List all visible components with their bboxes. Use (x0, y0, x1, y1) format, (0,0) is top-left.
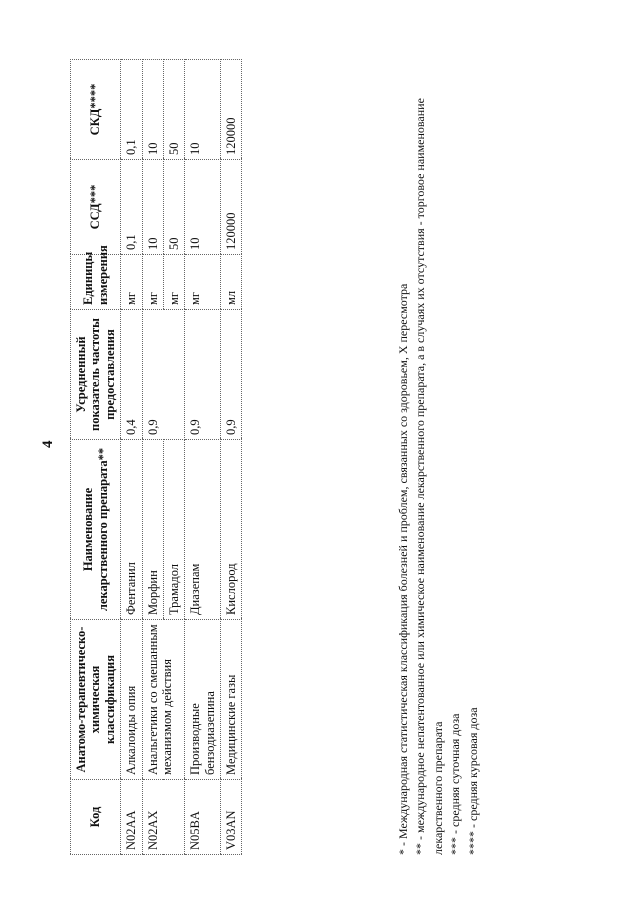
cell-atc: Алкалоиды опия (121, 620, 142, 780)
table-row (221, 60, 242, 855)
cell-skd: 50 (163, 60, 184, 160)
cell-drug: Трамадол (163, 440, 184, 620)
cell-atc: Медицинские газы (221, 620, 242, 780)
rotated-content (70, 55, 520, 855)
cell-drug: Морфин (142, 440, 163, 620)
cell-atc: Производные бензодиазепина (185, 620, 221, 780)
cell-skd: 10 (185, 60, 221, 160)
header-drug: Наименование лекарственного препарата** (71, 440, 121, 620)
header-unit: Единицы измерения (71, 255, 121, 310)
cell-code: N05BA (185, 780, 221, 855)
cell-unit: мг (121, 255, 142, 310)
cell-frequency: 0,4 (121, 310, 142, 440)
drug-table (70, 59, 242, 855)
cell-skd: 10 (142, 60, 163, 160)
cell-unit: мл (221, 255, 242, 310)
cell-ssd: 0,1 (121, 160, 142, 255)
cell-unit: мг (185, 255, 221, 310)
cell-skd: 120000 (221, 60, 242, 160)
cell-frequency: 0,9 (142, 310, 185, 440)
table-row (185, 60, 221, 855)
cell-ssd: 10 (185, 160, 221, 255)
cell-ssd: 50 (163, 160, 184, 255)
header-atc: Анатомо-терапевтическо-химическая классификация (71, 620, 121, 780)
header-frequency: Усредненный показатель частоты предоставления (71, 310, 121, 440)
footnote: ** - международное непатентованное или химическое наименование лекарственного препарата, а в случаях их отсутствия - торговое наименование лекарственного препарата (413, 98, 445, 855)
cell-code: V03AN (221, 780, 242, 855)
cell-atc: Анальгетики со смешанным механизмом действия (142, 620, 185, 780)
table-row (121, 60, 142, 855)
cell-unit: мг (163, 255, 184, 310)
cell-code: N02AA (121, 780, 142, 855)
cell-drug: Диазепам (185, 440, 221, 620)
cell-frequency: 0,9 (221, 310, 242, 440)
cell-skd: 0,1 (121, 60, 142, 160)
cell-ssd: 10 (142, 160, 163, 255)
footnotes (395, 60, 482, 855)
cell-ssd: 120000 (221, 160, 242, 255)
table-row (142, 60, 163, 855)
footnote: * - Международная статистическая классификация болезней и проблем, связанных со здоровьем, X пересмотра (396, 283, 410, 855)
footnote: **** - средняя курсовая доза (465, 707, 480, 855)
header-code: Код (71, 780, 121, 855)
footnote: *** - средняя суточная доза (448, 713, 463, 855)
cell-code: N02AX (142, 780, 185, 855)
table-header-row (71, 60, 121, 855)
cell-drug: Фентанил (121, 440, 142, 620)
header-ssd: ССД*** (71, 160, 121, 255)
cell-frequency: 0,9 (185, 310, 221, 440)
header-skd: СКД**** (71, 60, 121, 160)
page-number: 4 (40, 440, 56, 448)
cell-unit: мг (142, 255, 163, 310)
cell-drug: Кислород (221, 440, 242, 620)
